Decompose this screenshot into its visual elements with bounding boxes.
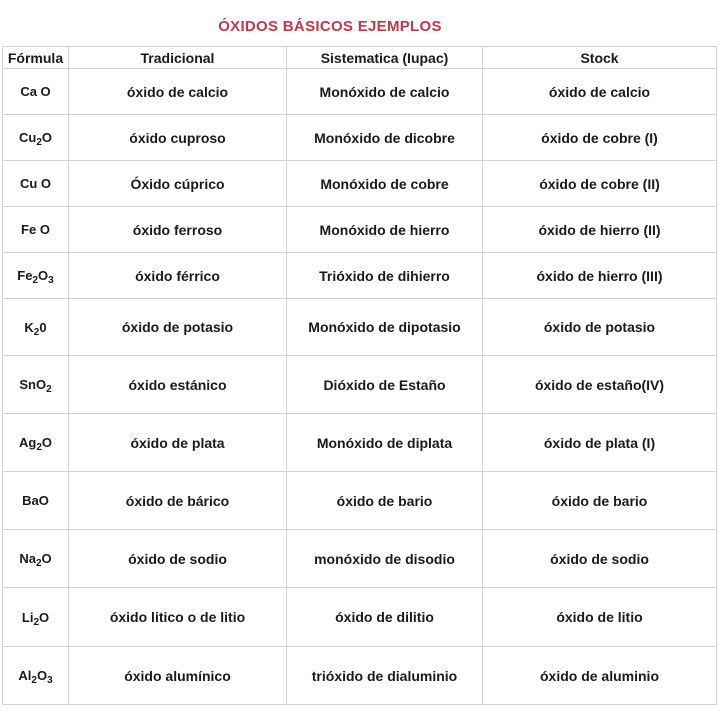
- formula-text: K: [24, 319, 34, 335]
- formula-text: 0: [39, 319, 47, 335]
- formula-text: Cu O: [19, 176, 52, 191]
- table-row: [3, 161, 717, 207]
- cell-traditional: óxido de potasio: [69, 299, 287, 356]
- cell-traditional: óxido litico o de litio: [69, 588, 287, 647]
- cell-traditional: óxido férrico: [69, 253, 287, 299]
- cell-formula: [3, 530, 69, 588]
- cell-traditional: óxido de bárico: [69, 472, 287, 530]
- formula-text: Fe O: [21, 222, 50, 237]
- cell-formula: [3, 414, 69, 472]
- cell-systematic: Monóxido de cobre: [287, 161, 483, 207]
- formula-subscript: 3: [48, 275, 54, 286]
- cell-traditional: óxido cuproso: [69, 115, 287, 161]
- cell-systematic: óxido de dilitio: [287, 588, 483, 647]
- table-body: [3, 69, 717, 705]
- cell-traditional: óxido de calcio: [69, 69, 287, 115]
- cell-systematic: Dióxido de Estaño: [287, 356, 483, 414]
- formula-subscript: 2: [36, 442, 42, 453]
- oxides-table: [2, 46, 717, 705]
- table-row: [3, 414, 717, 472]
- table-header: [3, 47, 717, 69]
- table-row: [3, 647, 717, 705]
- formula-subscript: 2: [33, 616, 39, 628]
- formula-subscript: 2: [32, 275, 39, 286]
- cell-formula: [3, 356, 69, 414]
- formula-text: Ca O: [20, 84, 51, 99]
- cell-stock: óxido de hierro (II): [483, 207, 717, 253]
- cell-systematic: Monóxido de hierro: [287, 207, 483, 253]
- cell-formula: [3, 69, 69, 115]
- cell-stock: óxido de hierro (III): [483, 253, 717, 299]
- page-title: ÓXIDOS BÁSICOS EJEMPLOS: [218, 18, 442, 35]
- cell-traditional: Óxido cúprico: [69, 161, 287, 207]
- header-stock: Stock: [483, 47, 717, 69]
- cell-stock: óxido de estaño(IV): [483, 356, 717, 414]
- cell-traditional: óxido de plata: [69, 414, 287, 472]
- cell-formula: [3, 472, 69, 530]
- formula-text: Al: [18, 668, 32, 683]
- formula-text: O: [41, 551, 52, 566]
- formula-text: SnO: [19, 377, 47, 392]
- cell-formula: [3, 161, 69, 207]
- cell-systematic: trióxido de dialuminio: [287, 647, 483, 705]
- table-row: [3, 115, 717, 161]
- table-row: [3, 69, 717, 115]
- cell-systematic: óxido de bario: [287, 472, 483, 530]
- formula-text: O: [41, 130, 53, 145]
- table-row: [3, 530, 717, 588]
- cell-stock: óxido de calcio: [483, 69, 717, 115]
- header-traditional: Tradicional: [69, 47, 287, 69]
- table-row: [3, 356, 717, 414]
- cell-systematic: Trióxido de dihierro: [287, 253, 483, 299]
- cell-formula: [3, 207, 69, 253]
- cell-stock: óxido de aluminio: [483, 647, 717, 705]
- cell-stock: óxido de cobre (I): [483, 115, 717, 161]
- cell-systematic: Monóxido de diplata: [287, 414, 483, 472]
- table-row: [3, 588, 717, 647]
- table-row: [3, 299, 717, 356]
- cell-formula: [3, 588, 69, 647]
- cell-systematic: Monóxido de dipotasio: [287, 299, 483, 356]
- header-formula: Fórmula: [3, 47, 69, 69]
- cell-systematic: Monóxido de calcio: [287, 69, 483, 115]
- formula-subscript: 2: [35, 558, 42, 569]
- formula-subscript: 2: [36, 137, 42, 148]
- formula-text: Na: [19, 551, 36, 566]
- cell-stock: óxido de potasio: [483, 299, 717, 356]
- cell-stock: óxido de bario: [483, 472, 717, 530]
- cell-stock: óxido de litio: [483, 588, 717, 647]
- cell-systematic: monóxido de disodio: [287, 530, 483, 588]
- formula-text: Fe: [17, 268, 33, 283]
- formula-text: O: [39, 609, 50, 625]
- cell-stock: óxido de sodio: [483, 530, 717, 588]
- cell-formula: [3, 647, 69, 705]
- formula-subscript: 3: [47, 675, 53, 686]
- formula-text: O: [38, 268, 49, 283]
- formula-text: Li: [21, 609, 34, 625]
- table-row: [3, 207, 717, 253]
- formula-text: O: [41, 435, 53, 450]
- cell-stock: óxido de cobre (II): [483, 161, 717, 207]
- cell-formula: [3, 115, 69, 161]
- cell-formula: [3, 253, 69, 299]
- cell-stock: óxido de plata (I): [483, 414, 717, 472]
- cell-systematic: Monóxido de dicobre: [287, 115, 483, 161]
- cell-formula: [3, 299, 69, 356]
- cell-traditional: óxido ferroso: [69, 207, 287, 253]
- header-row: [3, 47, 717, 69]
- cell-traditional: óxido alumínico: [69, 647, 287, 705]
- formula-subscript: 2: [46, 384, 52, 395]
- table-row: [3, 472, 717, 530]
- formula-subscript: 2: [33, 326, 40, 338]
- formula-subscript: 2: [31, 675, 37, 686]
- cell-traditional: óxido de sodio: [69, 530, 287, 588]
- cell-traditional: óxido estánico: [69, 356, 287, 414]
- table-row: [3, 253, 717, 299]
- formula-text: Ag: [18, 435, 37, 450]
- header-systematic: Sistematica (Iupac): [287, 47, 483, 69]
- formula-text: Cu: [18, 130, 37, 145]
- formula-text: O: [36, 668, 48, 683]
- formula-text: BaO: [22, 493, 49, 508]
